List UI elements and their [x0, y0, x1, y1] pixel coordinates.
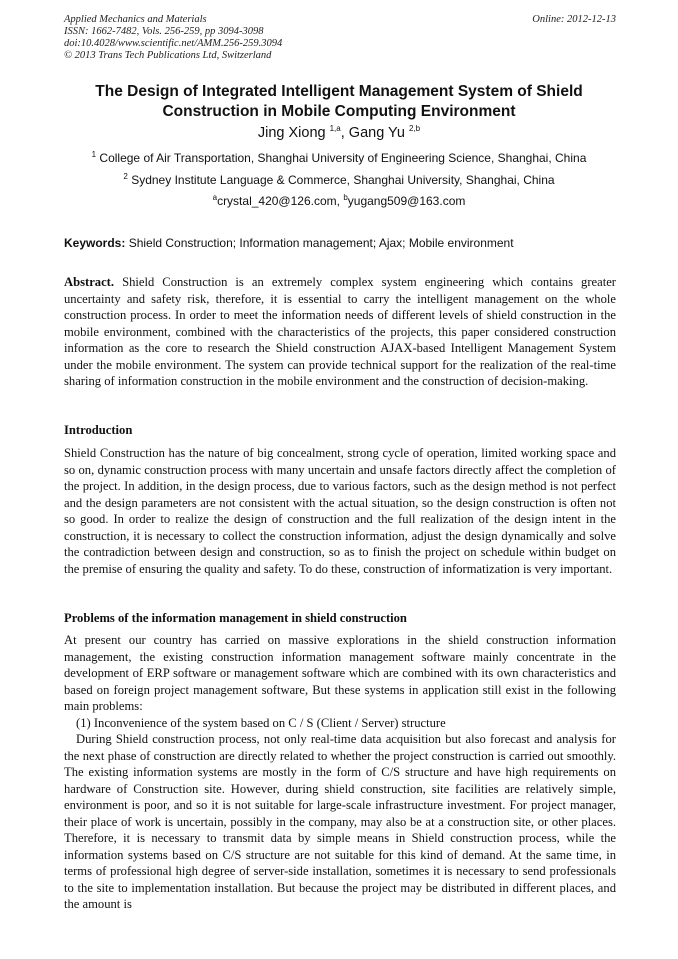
issn-line: ISSN: 1662-7482, Vols. 256-259, pp 3094-3098 — [64, 26, 264, 37]
paragraph: During Shield construction process, not only real-time data acquisition but also forecast and analysis for the next phase of construction are directly related to whether the project construction is carried out smoothly. The existing information systems are mostly in the form of C/S structure and have high requirements on hardware of Construction site. However, during shield construction, site facilities are relatively simple, environment is poor, and so it is not suitable for large-scale infrastructure investment. For project manager, their place of work is uncertain, possibly in the company, may also be at a construction site, or other places. Therefore, it is necessary to transmit data by simple means in Shield construction process, while the information systems based on C/S structure are not suitable for this kind of demand. At the same time, in terms of professional high degree of server-side installation, sometimes it is necessary to send professionals to the site to implementation installation. But because the project may be distributed in different places, and the amount is — [64, 732, 616, 911]
author-name: Gang Yu — [348, 125, 409, 141]
journal-name: Applied Mechanics and Materials — [64, 14, 207, 25]
abstract — [64, 274, 616, 390]
section-heading-introduction: Introduction — [64, 423, 133, 437]
author-emails — [64, 193, 614, 209]
author-affiliation-mark: 1,a — [329, 124, 341, 134]
email-mark: b — [343, 193, 348, 202]
introduction-body — [64, 445, 616, 577]
abstract-text: Shield Construction is an extremely complex system engineering which contains greater uncertainty and safety risk, therefore, it is essential to carry the intelligent management on the whole construction process. In order to meet the information needs of different levels of shield construction in the mobile environment, combined with the characteristics of the projects, this paper considered construction information as the core to research the Shield construction AJAX-based Intelligent Management System under the mobile environment. The system can provide technical support for the realization of the real-time sharing of information construction in the mobile environment and the construction of decision-making. — [64, 275, 616, 388]
keywords-text: Shield Construction; Information management; Ajax; Mobile environment — [125, 236, 514, 250]
paragraph: Shield Construction has the nature of big concealment, strong cycle of operation, limited working space and so on, dynamic construction process with many uncertain and unsafe factors directly affect the completion of the project. In addition, in the design process, due to various factors, such as the design method is not perfect and the design parameters are not consistent with the actual situation, so the design construction is often not so good. In order to realize the design of construction and the full realization of the design intent in the construction, it is necessary to collect the construction information, adjust the design dynamically and solve the contradiction between design and construction, so as to finish the project on schedule within budget on the premise of ensuring the quality and safety. To do these, construction of informatization is very important. — [64, 446, 616, 576]
journal-header — [64, 14, 616, 62]
affiliation-text: College of Air Transportation, Shanghai University of Engineering Science, Shanghai, China — [96, 151, 587, 165]
abstract-label: Abstract. — [64, 275, 115, 289]
list-item: (1) Inconvenience of the system based on C / S (Client / Server) structure — [76, 715, 446, 730]
paragraph: At present our country has carried on massive explorations in the shield construction information management, the existing construction information management software mainly concentrate in the development of ERP software or management software which are combined with its own characteristics and based on foreign project management software, But these systems in application still exist in the following main problems: — [64, 633, 616, 713]
paper-title — [64, 82, 614, 122]
doi-line: doi:10.4028/www.scientific.net/AMM.256-259.3094 — [64, 38, 283, 49]
title-line-2: Construction in Mobile Computing Environment — [162, 103, 516, 120]
affiliation-1 — [64, 150, 614, 166]
author-affiliation-mark: 2,b — [409, 124, 421, 134]
affiliation-mark: 1 — [91, 150, 97, 159]
email-address[interactable]: crystal_420@126.com, — [217, 194, 344, 208]
affiliation-mark: 2 — [123, 172, 128, 181]
title-line-1: The Design of Integrated Intelligent Management System of Shield — [95, 83, 583, 100]
keywords — [64, 235, 616, 251]
problems-body — [64, 632, 616, 913]
copyright-line: © 2013 Trans Tech Publications Ltd, Switzerland — [64, 50, 272, 61]
email-address[interactable]: yugang509@163.com — [347, 194, 466, 208]
email-mark: a — [212, 193, 218, 202]
online-date: Online: 2012-12-13 — [532, 14, 616, 25]
author-list — [64, 124, 614, 142]
affiliation-text: Sydney Institute Language & Commerce, Shanghai University, Shanghai, China — [127, 173, 555, 187]
affiliation-2 — [64, 172, 614, 188]
author-separator: , — [340, 125, 349, 141]
section-heading-problems: Problems of the information management in shield construction — [64, 611, 407, 625]
keywords-label: Keywords: — [64, 236, 126, 250]
author-name: Jing Xiong — [257, 125, 330, 141]
